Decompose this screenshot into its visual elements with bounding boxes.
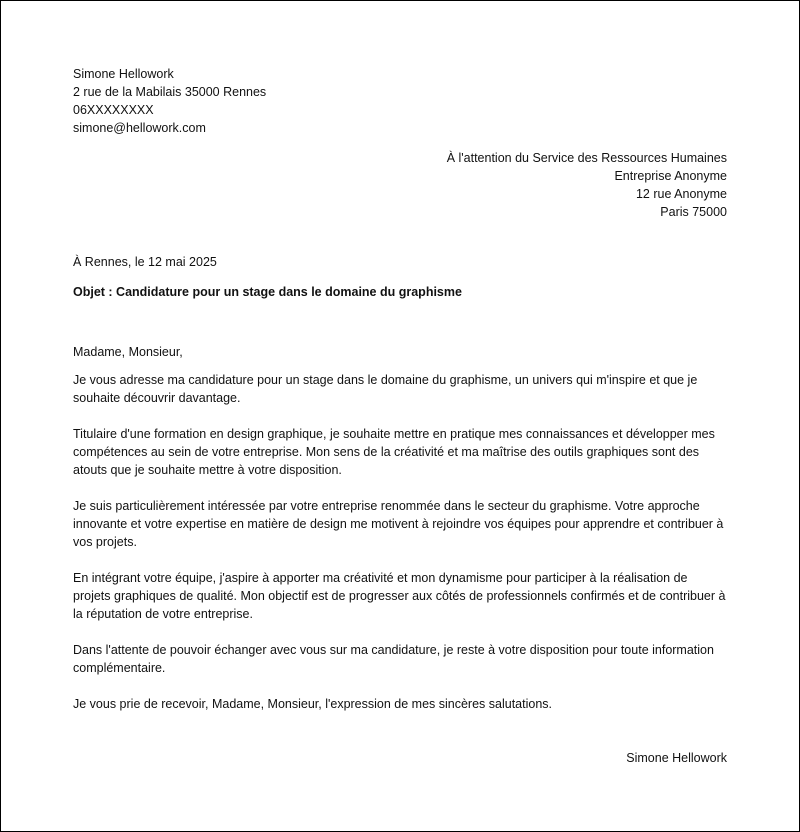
sender-name: Simone Hellowork xyxy=(73,67,174,81)
sender-email: simone@hellowork.com xyxy=(73,121,206,135)
body-paragraph-1: Je vous adresse ma candidature pour un stage dans le domaine du graphisme, un univers qui m'inspire et que je souhaite découvrir davantage. xyxy=(73,373,698,405)
body-paragraph-3: Je suis particulièrement intéressée par votre entreprise renommée dans le secteur du graphisme. Votre approche innovante et votre expertise en matière de design me motivent à rejoindre vos équipes pour apprendre et contribuer à vos projets. xyxy=(73,499,724,549)
body-paragraph-4: En intégrant votre équipe, j'aspire à apporter ma créativité et mon dynamisme pour participer à la réalisation de projets graphiques de qualité. Mon objectif est de progresser aux côtés de professionnels confirmés et de contribuer à la réputation de votre entreprise. xyxy=(73,571,726,621)
signature: Simone Hellowork xyxy=(626,751,727,765)
sender-address: 2 rue de la Mabilais 35000 Rennes xyxy=(73,85,267,99)
recipient-block xyxy=(73,149,727,221)
letter-subject: Objet : Candidature pour un stage dans le domaine du graphisme xyxy=(73,285,462,299)
body-paragraph-5: Dans l'attente de pouvoir échanger avec vous sur ma candidature, je reste à votre disposition pour toute information complémentaire. xyxy=(73,643,714,675)
recipient-city: Paris 75000 xyxy=(660,205,727,219)
closing-paragraph: Je vous prie de recevoir, Madame, Monsieur, l'expression de mes sincères salutations. xyxy=(73,697,553,711)
sender-phone: 06XXXXXXXX xyxy=(73,103,154,117)
salutation: Madame, Monsieur, xyxy=(73,345,183,359)
recipient-company: Entreprise Anonyme xyxy=(614,169,727,183)
recipient-attention: À l'attention du Service des Ressources Humaines xyxy=(446,151,727,165)
body-paragraph-2: Titulaire d'une formation en design graphique, je souhaite mettre en pratique mes connaissances et développer mes compétences au sein de votre entreprise. Mon sens de la créativité et ma maîtrise des outils graphiques sont des atouts que je souhaite mettre à votre disposition. xyxy=(73,427,715,477)
place-date: À Rennes, le 12 mai 2025 xyxy=(73,255,217,269)
recipient-street: 12 rue Anonyme xyxy=(635,187,727,201)
sender-block xyxy=(73,65,727,137)
